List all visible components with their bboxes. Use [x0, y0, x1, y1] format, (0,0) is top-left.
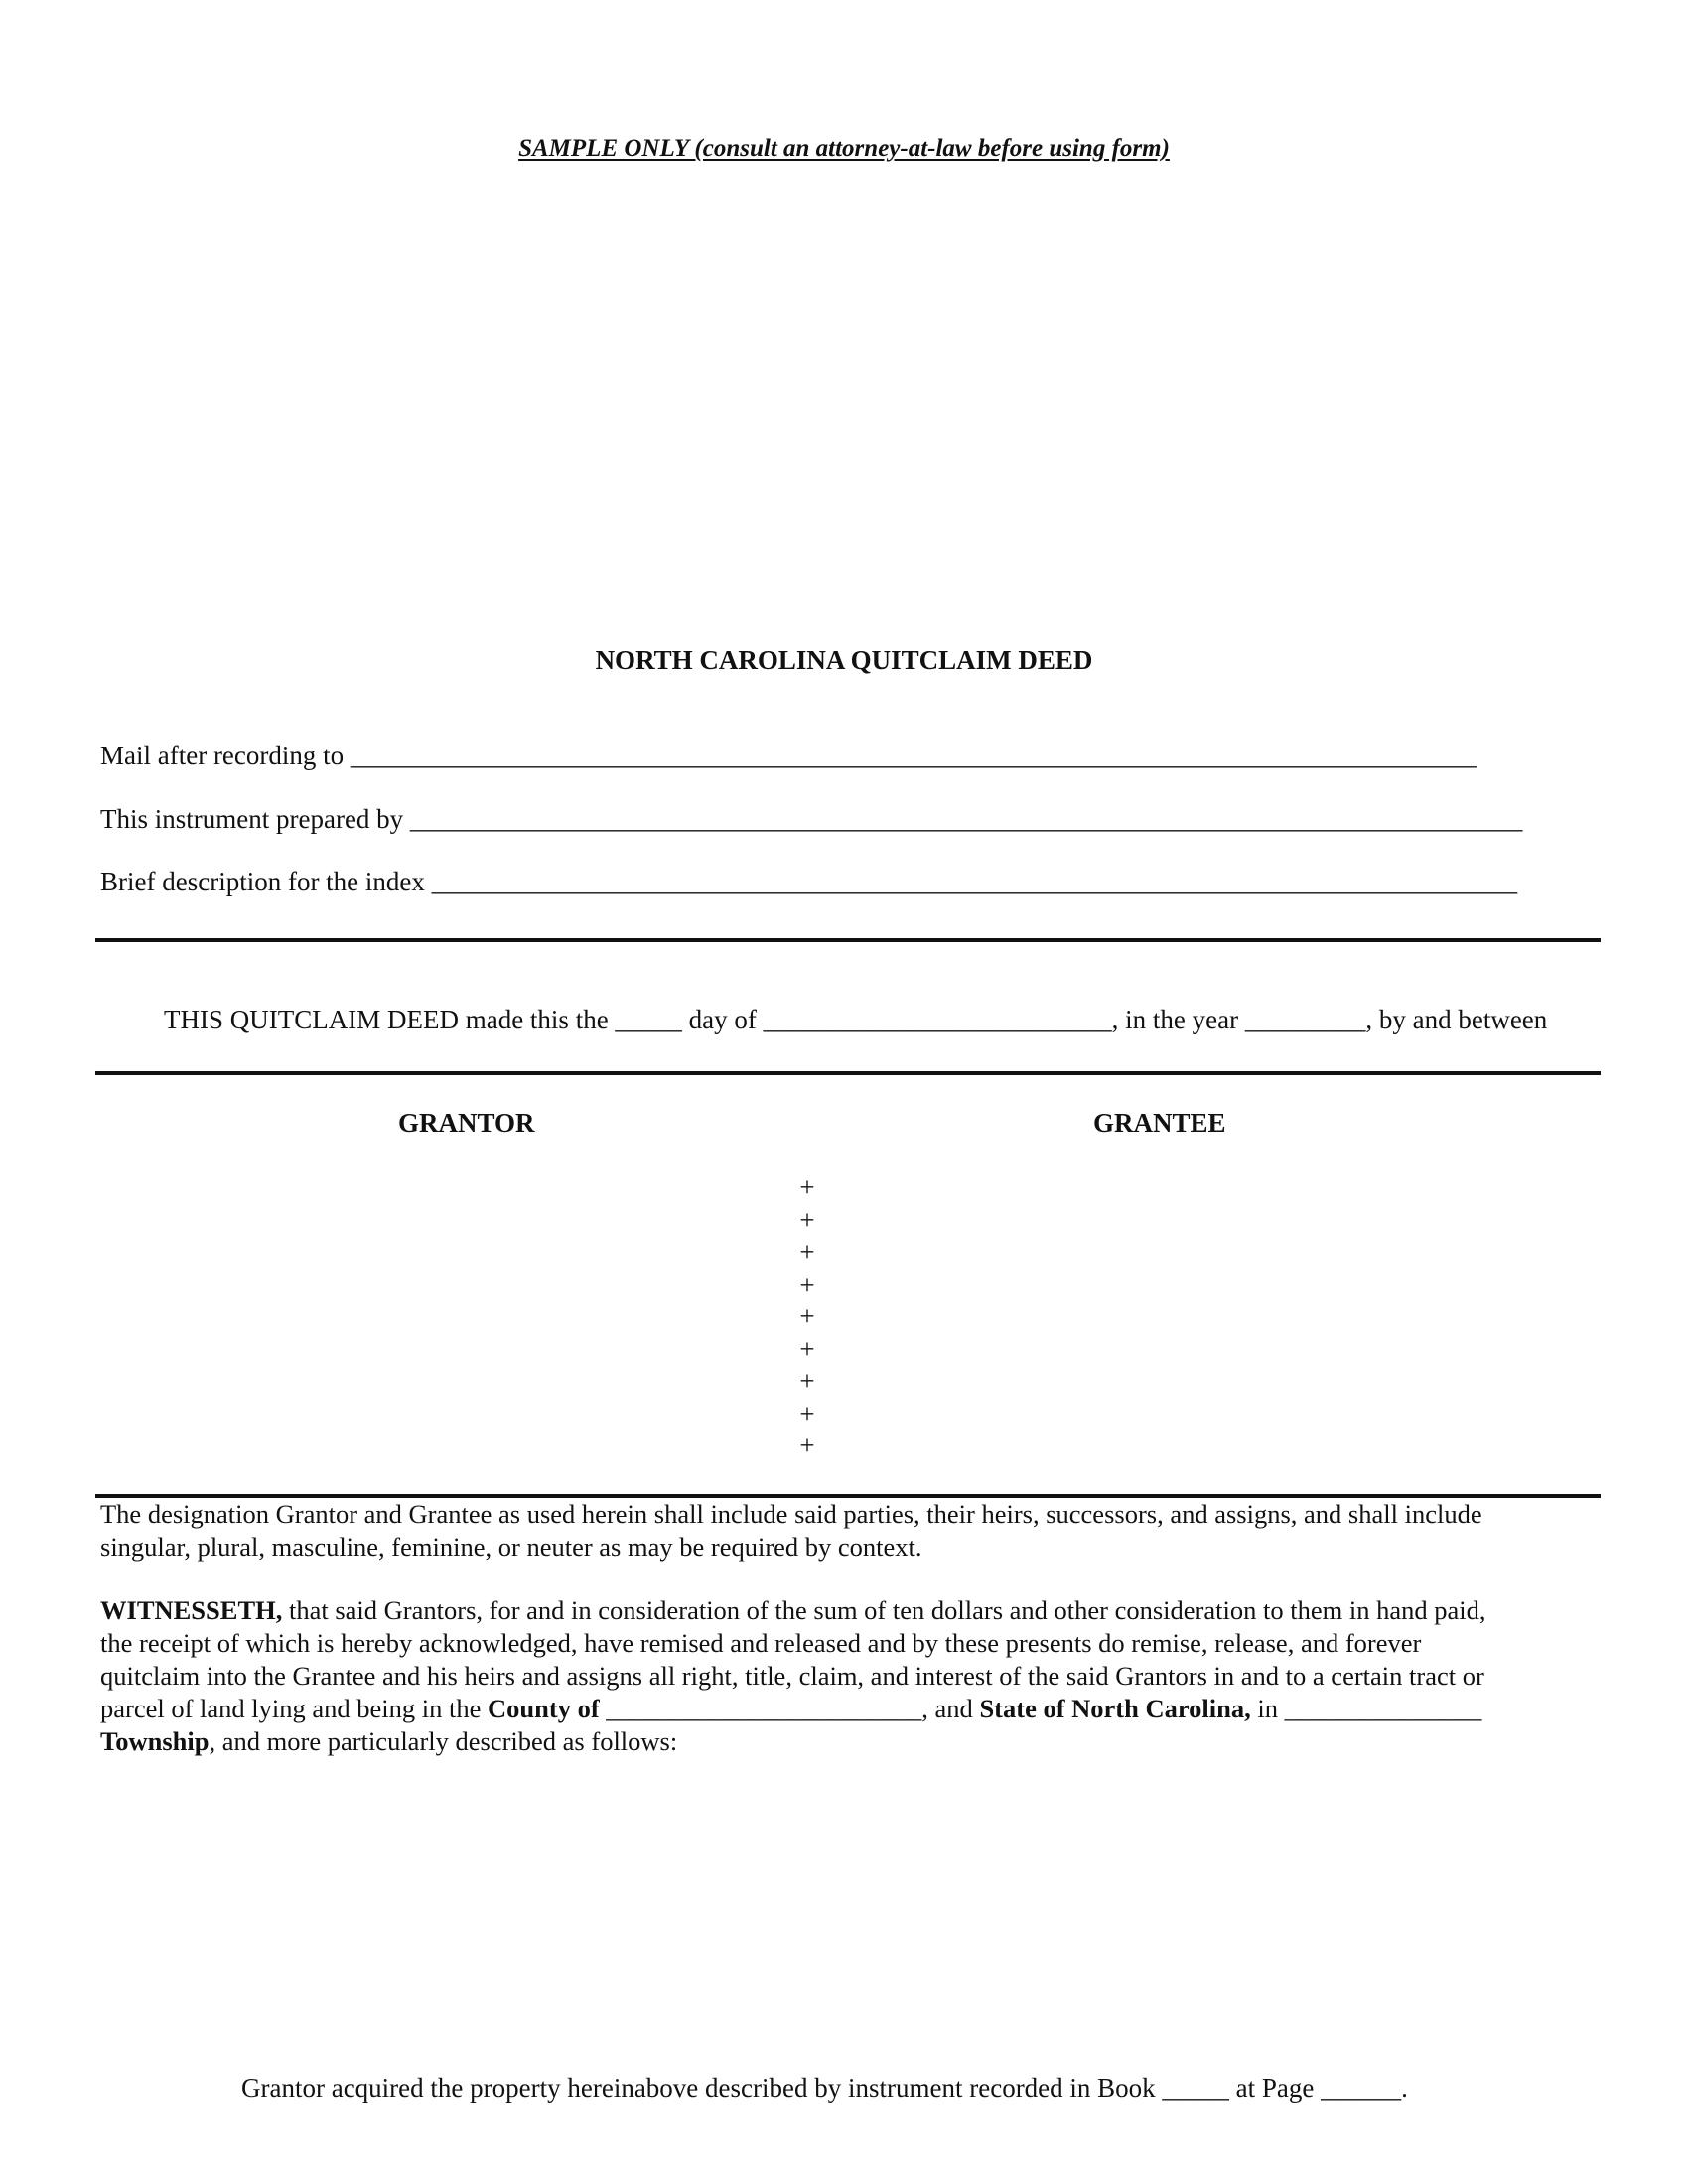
separator-mark: +: [799, 1269, 815, 1299]
sample-notice: SAMPLE ONLY (consult an attorney-at-law before using form): [518, 135, 1170, 162]
separator-mark: +: [799, 1172, 815, 1202]
separator-mark: +: [799, 1431, 815, 1460]
separator-mark: +: [799, 1398, 815, 1429]
party-divider: [95, 1071, 1601, 1075]
party-separator-column: [795, 1171, 819, 1462]
witnesseth-line: quitclaim into the Grantee and his heirs and assigns all right, title, claim, and interest of the said Grantors in and to a certain tract or: [100, 1661, 1484, 1691]
witnesseth-paragraph: [100, 1594, 1610, 1758]
separator-mark: +: [799, 1204, 815, 1235]
witnesseth-lead: WITNESSETH,: [100, 1595, 283, 1625]
county-blank[interactable]: ________________________, and: [599, 1694, 980, 1723]
mail-after-recording-field[interactable]: Mail after recording to ____________________________________________________________________________________: [100, 741, 1477, 770]
county-label: County of: [488, 1694, 600, 1723]
witnesseth-text: that said Grantors, for and in consideration of the sum of ten dollars and other consideration to them in hand paid,: [282, 1595, 1486, 1625]
designation-line: The designation Grantor and Grantee as used herein shall include said parties, their heirs, successors, and assigns, and shall include: [100, 1499, 1482, 1529]
witnesseth-line[interactable]: [100, 1693, 1610, 1725]
deed-date-line[interactable]: THIS QUITCLAIM DEED made this the _____ day of __________________________, in the year _________, by and between: [164, 1005, 1548, 1034]
prepared-by-field[interactable]: This instrument prepared by ___________________________________________________________________________________: [100, 804, 1523, 834]
index-description-field[interactable]: Brief description for the index _________________________________________________________________________________: [100, 867, 1518, 896]
separator-mark: +: [799, 1237, 815, 1267]
grantee-heading: GRANTEE: [1093, 1108, 1226, 1138]
township-blank[interactable]: in _______________: [1250, 1694, 1482, 1723]
separator-mark: +: [799, 1301, 815, 1331]
township-label: Township: [100, 1726, 210, 1756]
acquired-by-line[interactable]: Grantor acquired the property hereinabove described by instrument recorded in Book _____ at Page ______.: [241, 2073, 1408, 2103]
witnesseth-text: , and more particularly described as follows:: [209, 1726, 678, 1756]
designation-paragraph: [100, 1498, 1610, 1564]
grantor-heading: GRANTOR: [398, 1108, 535, 1138]
document-title: NORTH CAROLINA QUITCLAIM DEED: [595, 645, 1093, 675]
state-label: State of North Carolina,: [979, 1694, 1251, 1723]
separator-mark: +: [799, 1366, 815, 1396]
designation-line: singular, plural, masculine, feminine, or neuter as may be required by context.: [100, 1532, 922, 1562]
witnesseth-line: [100, 1725, 1610, 1758]
separator-mark: +: [799, 1333, 815, 1364]
top-divider: [95, 938, 1601, 942]
witnesseth-line: [100, 1594, 1610, 1627]
witnesseth-text: parcel of land lying and being in the: [100, 1694, 489, 1723]
witnesseth-line: the receipt of which is hereby acknowledged, have remised and released and by these presents do remise, release, and forever: [100, 1628, 1422, 1658]
